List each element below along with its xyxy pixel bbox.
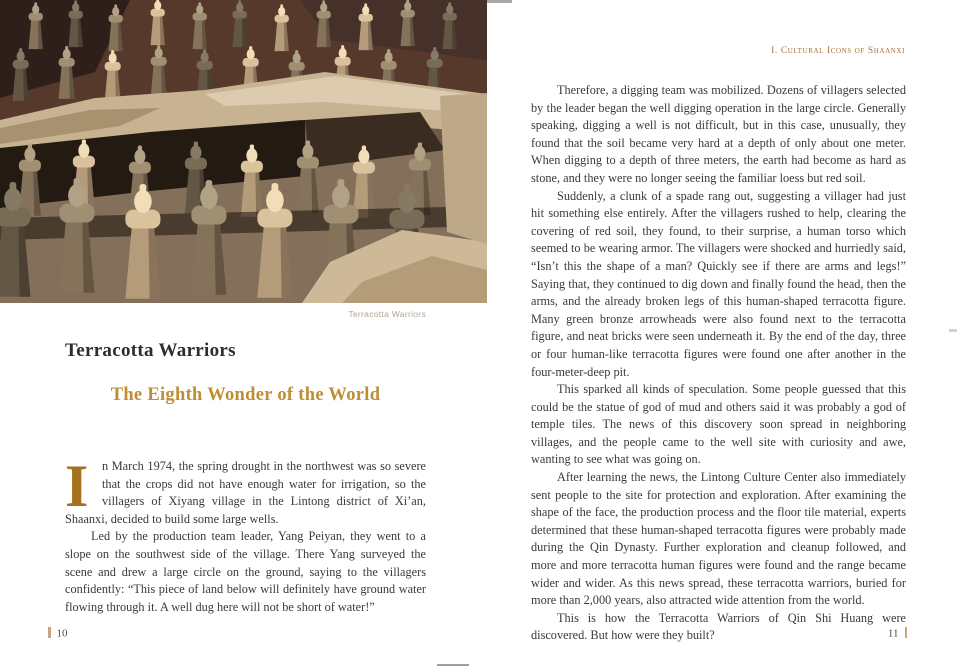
left-page-body (65, 453, 426, 616)
paragraph-text: Led by the production team leader, Yang Peiyan, they went to a slope on the southwest side of the village. There Yang surveyed the scene and drew a large circle on the ground, saying to the villagers confidently: “This piece of land below will definitely have ground water flowing through it. A well dug here will not be short of water!” (65, 529, 426, 614)
adjacent-page-edge-top (487, 0, 512, 3)
chapter-title: Terracotta Warriors (65, 340, 236, 361)
page-number-value: 11 (887, 627, 899, 640)
intro-paragraph (65, 453, 426, 528)
right-page-body (531, 82, 906, 645)
paragraph-text: After learning the news, the Lintong Culture Center also immediately sent people to the site for protection and exploration. After examining the shape of the face, the production process and the floor tile material, experts determined that these human-shaped terracotta figures were probably made during the Qin Dynasty. Further exploration and cleanup followed, and more and more terracotta human figures were found and the range became wider and wider. As this news spread, these terracotta warriors, buried for more than 2,000 years, also attracted wide attention from the world. (531, 470, 906, 608)
paragraph-text: n March 1974, the spring drought in the northwest was so severe that the crops did not have enough water for irrigation, so the villagers of Xiyang village in the Lintong district of Xi’an, Shaanxi, decided to build some large wells. (65, 459, 426, 526)
page-number-right (888, 627, 907, 640)
paragraph-text: Therefore, a digging team was mobilized. Dozens of villagers selected by the leader began the well digging operation in the large circle. Generally speaking, digging a well is not difficult, but in this case, unusually, they found that the soil became very hard at a depth of only about one meter. When digging to a depth of three meters, the earth had become as hard as stone, and they were no longer seeing the familiar loess but red soil. (531, 83, 906, 185)
drop-cap: I (65, 453, 89, 519)
scroll-indicator[interactable] (949, 329, 957, 332)
page-number-bar (905, 627, 908, 638)
paragraph-text: Suddenly, a clunk of a spade rang out, suggesting a villager had just hit something else entirely. After the villagers rushed to help, clearing the covering of red soil, they found, to their surprise, a human torso which seemed to be wearing armor. The villagers were shocked and hurriedly said, “Isn’t this the shape of a man? Quickly see if there are arms and legs!” Saying that, they continued to dig down and finally found the head, then the arms, and the already broken legs of this human-shaped terracotta figure. Many green bronze arrowheads were also found next to the terracotta figure, and neat bricks were seen underneath it. By the end of the day, three or four human-like terracotta figures were found one after another in the four-meter-deep pit. (531, 188, 906, 379)
paragraph-text: This is how the Terracotta Warriors of Qin Shi Huang were discovered. But how were they built? (531, 610, 906, 643)
chapter-subtitle: The Eighth Wonder of the World (110, 385, 381, 405)
terracotta-warriors-photo (0, 0, 487, 303)
running-header: I. Cultural Icons of Shaanxi (771, 46, 905, 56)
paragraph-text: This sparked all kinds of speculation. Some people guessed that this could be the statue of god of mud and others said it was probably a god of temple tiles. The news of this discovery soon spread in neighboring villages, and the people came to the well site with curiosity and awe, wanting to see what was going on. (531, 382, 906, 467)
page-number-left (48, 627, 68, 640)
photo-caption: Terracotta Warriors (348, 309, 426, 319)
adjacent-page-edge-bottom (437, 664, 469, 666)
page-number-bar (48, 627, 51, 638)
page-number-value: 10 (56, 627, 68, 640)
